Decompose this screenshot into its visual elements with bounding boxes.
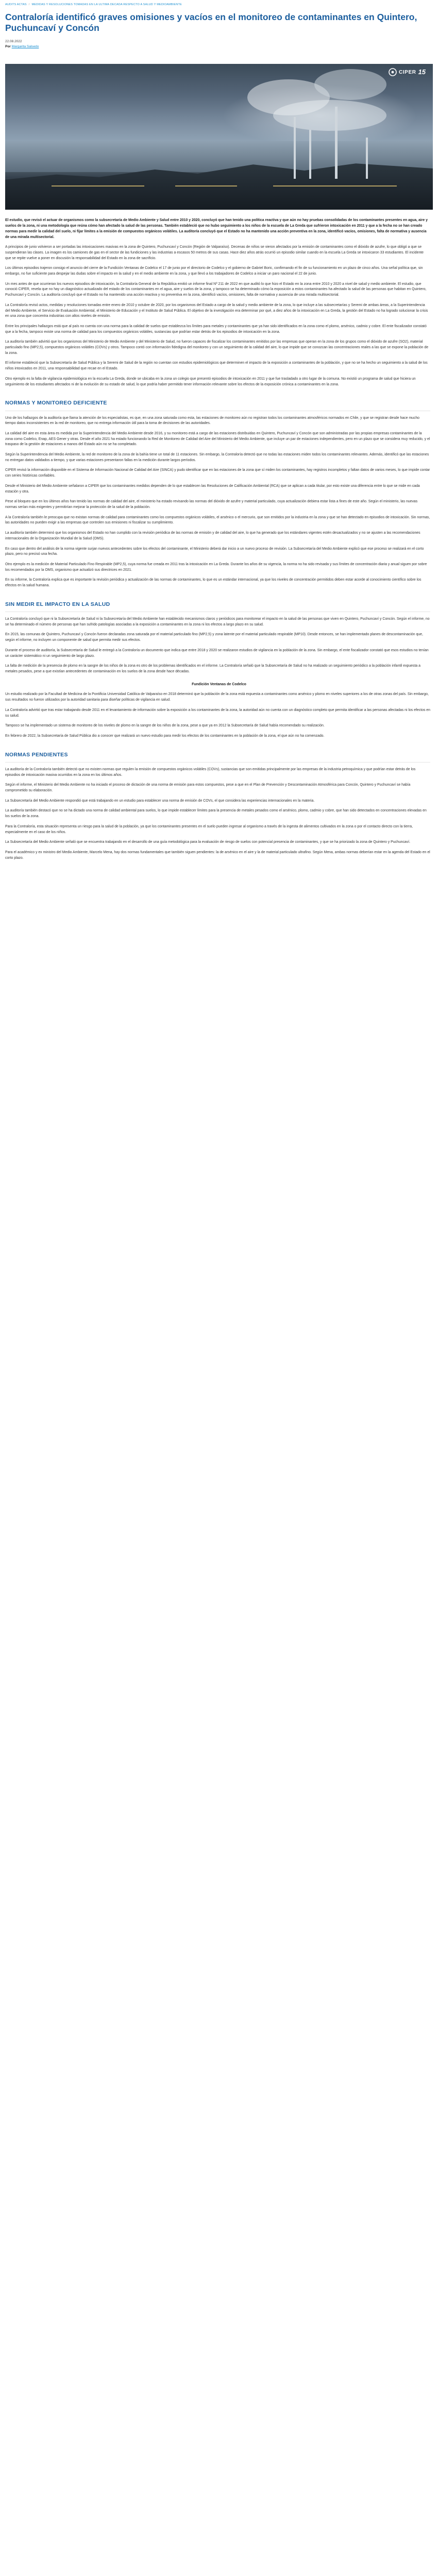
page-title: Contraloría identificó graves omisiones y vacíos en el monitoreo de contaminantes en Quintero, Puchuncaví y Concón (5, 12, 417, 33)
publish-date: 22.08.2022 (5, 40, 22, 44)
paragraph: La auditoría también destacó que no se ha dictado una norma de calidad ambiental para suelos, lo que impide establecer límites para la presencia de metales pesados como el arsénico, plomo, cadmio y cobre, que han sido detectados en concentraciones elevadas en los suelos de la zona. (5, 809, 427, 819)
paragraph: La Contraloría concluyó que ni la Subsecretaría de Salud ni la Subsecretaría del Medio Ambiente han establecido mecanismos claros y periódicos para monitorear el impacto en la salud de las personas que viven en Quintero, Puchuncaví y Concón. Según el informe, no se ha determinado el número de personas que han sufrido patologías asociadas a la exposición a contaminantes en la zona ni los efectos a largo plazo en su salud. (5, 617, 430, 626)
ciper-logo-icon (389, 68, 397, 76)
article-body (0, 218, 438, 861)
article-meta (5, 39, 433, 49)
article-lead: El estudio, que revisó el actuar de organismos como la subsecretaría de Medio Ambiente y Salud entre 2010 y 2020, concluyó que han tenido una política reactiva y que aún no hay pruebas consolidadas de los contaminantes presentes en agua, aire y suelos de la zona, ni una metodología que reúna cómo han afectado la salud de las personas. También estableció que no hubo seguimiento a los niños de la escuela de La Greda que sufrieron intoxicación en 2011 y que a la fecha no se han creado normas para medir la calidad del suelo, ni fijar límites a la emisión de compuestos orgánicos volátiles. La auditoría concluyó que el Estado no ha mantenido una acción preventiva en la zona, identificó vacíos, omisiones, falta de normativa y ausencia de una mirada multisectorial. (5, 218, 428, 239)
image-caption: Fundición Ventanas de Codelco (192, 682, 246, 686)
paragraph: Un mes antes de que ocurrieran los nuevos episodios de intoxicación, la Contraloría General de la República emitió un informe final Nº 211 de 2022 en que auditó lo que hizo el Estado en la zona entre 2010 y 2020 a nivel de salud y medio ambiente. El estudio, que conoció CIPER, revela que no hay un diagnóstico actualizado del estado de los contaminantes en el agua, aire y suelos de la zona, y tampoco se ha determinado cómo la exposición a estos contaminantes ha afectado la salud de las personas que habitan en Quintero, Puchuncaví y Concón. La auditoría concluyó que el Estado no ha mantenido una acción reactiva y no preventiva en la zona, identificó vacíos, omisiones, falta de normativa y ausencia de una mirada multisectorial. (5, 282, 427, 297)
breadcrumb-item[interactable]: AUDITS ACTAS (5, 3, 27, 6)
paragraph: Según el informe, el Ministerio del Medio Ambiente no ha iniciado el proceso de dictación de una norma de emisión para estos compuestos, pese a que en el Plan de Prevención y Descontaminación Atmosférica para Concón, Quintero y Puchuncaví se había comprometido su elaboración. (5, 783, 411, 793)
paragraph: La Subsecretaría del Medio Ambiente señaló que se encuentra trabajando en el desarrollo de una guía metodológica para la evaluación de riesgo de suelos con potencial presencia de contaminantes, y que se ha priorizado la zona de Quintero y Puchuncaví. (5, 840, 411, 844)
paragraph: Los últimos episodios trajeron consigo el anuncio del cierre de la Fundición Ventanas de Codelco el 17 de junio por el directorio de Codelco y el gobierno de Gabriel Boric, confirmando el fin de su funcionamiento en un plazo de cinco años. Una señal política que, sin embargo, no fue suficiente para despejar las dudas sobre el impacto en la salud y en el medio ambiente en la zona, y que llevó a los trabajadores de Codelco a iniciar un paro nacional el 22 de junio. (5, 266, 423, 276)
article-sections (5, 245, 433, 861)
paragraph: La Contraloría advirtió que tras estar trabajando desde 2011 en el levantamiento de información sobre la exposición a los contaminantes de la zona, la autoridad aún no cuenta con un diagnóstico completo que permita identificar a las personas afectadas ni los efectos en su salud. (5, 708, 430, 718)
paragraph: Durante el proceso de auditoría, la Subsecretaría de Salud le entregó a la Contraloría un documento que indica que entre 2018 y 2020 se realizaron estudios de vigilancia en la población de la zona. Sin embargo, el ente fiscalizador constató que esos estudios no tenían un carácter sistemático ni un seguimiento de largo plazo. (5, 648, 429, 658)
logo-number: 15 (418, 68, 426, 76)
paragraph: La auditoría también determinó que los organismos del Estado no han cumplido con la revisión periódica de las normas de emisión y de calidad del aire, lo que ha generado que los estándares vigentes estén desactualizados y no se ajusten a las recomendaciones internacionales de la Organización Mundial de la Salud (OMS). (5, 531, 420, 540)
author-link[interactable]: Margarita Salsedo (11, 45, 39, 49)
paragraph: Otro ejemplo es la medición de Material Particulado Fino Respirable (MP2,5), cuya norma fue creada en 2011 tras la intoxicación en La Greda. Durante los años de su vigencia, la norma no ha sido revisada y sus límites de concentración diaria y anual siguen por sobre los recomendados por la OMS, organismo que actualizó sus directrices en 2021. (5, 562, 427, 572)
paragraph: La auditoría también advirtió que los organismos del Ministerio de Medio Ambiente y del Ministerio de Salud, no fueron capaces de fiscalizar los contaminantes emitidos por las empresas que operan en la zona de los grupos como el dióxido de azufre (SO2), material particulado fino (MP2,5), compuestos orgánicos volátiles (COVs) y otros. Tampoco contó con información fidedigna del monitoreo y con un seguimiento de la calidad del aire, lo que impide que se conozcan las concentraciones reales a las que se expone la población de la zona. (5, 340, 429, 355)
breadcrumb-separator: / (28, 3, 30, 6)
hero-image (5, 64, 433, 210)
logo-text: CIPER (398, 69, 416, 75)
paragraph: La Subsecretaría del Medio Ambiente respondió que está trabajando en un estudio para establecer una norma de emisión de COVs, el que considera las experiencias internacionales en la materia. (5, 799, 315, 803)
paragraph: La auditoría de la Contraloría también detectó que no existen normas que regulen la emisión de compuestos orgánicos volátiles (COVs), sustancias que son emitidas principalmente por las empresas de la industria petroquímica y que podrían estar detrás de los episodios de intoxicación masiva ocurridos en la zona en los últimos años. (5, 767, 416, 777)
paragraph: Para la Contraloría, esta situación representa un riesgo para la salud de la población, ya que los contaminantes presentes en el suelo pueden ingresar al organismo a través de la ingesta de alimentos cultivados en la zona o por el contacto directo con la tierra, especialmente en el caso de los niños. (5, 824, 413, 834)
paragraph: Según la Superintendencia del Medio Ambiente, la red de monitoreo de la zona de la bahía tiene un total de 11 estaciones. Sin embargo, la Contraloría detectó que no todas las estaciones miden todos los contaminantes relevantes. Además, identificó que las estaciones no entregan datos validados a tiempo, y que varias estaciones presentaron fallas en la medición durante largos períodos. (5, 453, 429, 462)
byline (5, 44, 433, 49)
ciper-logo (389, 67, 426, 77)
paragraph: Para el académico y ex ministro del Medio Ambiente, Marcelo Mena, hay dos normas fundamentales que también siguen pendientes: la de arsénico en el aire y la de material particulado ultrafino. Según Mena, ambas normas deberían estar en la agenda del Estado en el corto plazo. (5, 850, 430, 860)
paragraph: A principios de junio volvieron a ser portadas las intoxicaciones masivas en la zona de Quintero, Puchuncaví y Concón (Región de Valparaíso). Decenas de niños se vieron afectados por la emisión de contaminantes como el dióxido de azufre, lo que obligó a que se suspendieran las clases. La imagen es los camiones de gas en el sector de las fundiciones y las industrias a escasos 50 metros de sus casas. Hace diez años atrás ocurrió un episodio similar cuando en la escuela La Greda se intoxicaron 33 estudiantes. El incidente que se repite vuelve a poner en discusión la responsabilidad del Estado en la zona de sacrificio. (5, 245, 424, 260)
paragraph: La Contraloría revisó actos, medidas y resoluciones tomadas entre enero de 2010 y octubre de 2020, por los organismos del Estado a cargo de la salud y medio ambiente de la zona, lo que incluye a las subsecretarías y Seremi de ambas áreas, a la Superintendencia del Medio Ambiente, el Servicio de Evaluación Ambiental, el Ministerio de Educación y el Instituto de Salud Pública. El objetivo de la investigación era determinar por qué, a diez años de la intoxicación en La Greda, la gestión del Estado no ha logrado solucionar la crisis en una zona que concentra industrias con altos niveles de emisión. (5, 303, 428, 318)
paragraph: Desde el Ministerio del Medio Ambiente señalaron a CIPER que los contaminantes medidos dependen de lo que establecen las Resoluciones de Calificación Ambiental (RCA) que se aplican a cada titular, por esto existe una diferencia entre lo que se mide en cada estación y otra. (5, 484, 420, 494)
paragraph: Pese al bloqueo que en los últimos años han tenido las normas de calidad del aire, el ministerio ha estado revisando las normas del dióxido de azufre y material particulado, cuya actualización debiera estar lista a fines de este año. Según el ministerio, las nuevas normas serían más exigentes y permitirían mejorar la protección de la salud de la población. (5, 500, 418, 509)
paragraph: La calidad del aire en esta área es medida por la Superintendencia del Medio Ambiente desde 2016, y su monitoreo está a cargo de las estaciones distribuidas en Quintero, Puchuncaví y Concón que son administradas por las propias empresas contaminantes de la zona como Codelco, Enap, AES Gener y otras. Desde el año 2021 ha estado funcionando la Red de Monitoreo de Calidad del Aire del Ministerio del Medio Ambiente, que incluye un par de estaciones independientes, pero en un plazo que se considera muy reducido, y el traspaso de la gestión de estaciones a manos del Estado aún no se ha completado. (5, 431, 430, 447)
paragraph: La falta de medición de la presencia de plomo en la sangre de los niños de la zona es otro de los problemas identificados en el informe. La Contraloría señaló que la Subsecretaría de Salud no ha realizado un seguimiento periódico a la población infantil expuesta a metales pesados, pese a que existían antecedentes de contaminación en los suelos de la zona desde hace décadas. (5, 664, 420, 673)
breadcrumb-item[interactable]: MEDIDAS Y RESOLUCIONES TOMADAS EN LA ULTIMA DECADA RESPECTO A SALUD Y MEDIOAMBIENTE (31, 3, 182, 6)
paragraph: Uno de los hallazgos de la auditoría que llama la atención de los especialistas, es que, en una zona saturada como esta, las estaciones de monitoreo aún no registran todos los contaminantes atmosféricos normados en Chile, y que se registran desde hace mucho tiempo datos inconsistentes en la red de monitoreo, que no entrega información útil para la toma de decisiones de las autoridades. (5, 416, 420, 426)
paragraph: Un estudio realizado por la Facultad de Medicina de la Pontificia Universidad Católica de Valparaíso en 2018 determinó que la población de la zona está expuesta a contaminantes como arsénico y plomo en niveles superiores a los de otras zonas del país. Sin embargo, sus resultados no fueron utilizados por la autoridad sanitaria para diseñar políticas de vigilancia en salud. (5, 692, 429, 702)
section-heading: NORMAS Y MONITOREO DEFICIENTE (5, 400, 107, 406)
paragraph: CIPER revisó la información disponible en el Sistema de Información Nacional de Calidad del Aire (SINCA) y pudo identificar que en las estaciones de la zona que sí miden los contaminantes, hay registros incompletos y faltan datos de varios meses, lo que impide contar con series históricas confiables. (5, 468, 430, 478)
section-heading: SIN MEDIR EL IMPACTO EN LA SALUD (5, 601, 110, 607)
paragraph: Entre los principales hallazgos está que al país no cuenta con una norma para la calidad de suelos que establezca los límites para metales y contaminantes que ya han sido identificados en la zona como el plomo, arsénico, cadmio y cobre. El ente fiscalizador constató que a la fecha, tampoco existe una norma de calidad para los compuestos orgánicos volátiles, sustancias que podrían estar detrás de los episodios de intoxicación en la zona. (5, 324, 427, 334)
paragraph: En caso que dentro del análisis de la norma vigente surjan nuevos antecedentes sobre los efectos del contaminante, el Ministerio deberá dar inicio a un nuevo proceso de revisión. La Subsecretaría del Medio Ambiente explicó que ese proceso se realizará en el corto plazo, pero no precisó una fecha. (5, 547, 424, 556)
breadcrumb (5, 3, 433, 9)
byline-prefix: Por (5, 45, 11, 49)
paragraph: En 2015, las comunas de Quintero, Puchuncaví y Concón fueron declaradas zona saturada por el material particulado fino (MP2,5) y zona latente por el material particulado respirable (MP10). Desde entonces, se han implementado planes de descontaminación que, según el informe, no incluyen un componente de salud que permita medir sus efectos. (5, 633, 423, 642)
paragraph: En febrero de 2022, la Subsecretaría de Salud Pública dio a conocer que realizará un nuevo estudio para medir los efectos de los contaminantes en la población de la zona, el que aún no ha comenzado. (5, 734, 325, 738)
paragraph: Tampoco se ha implementado un sistema de monitoreo de los niveles de plomo en la sangre de los niños de la zona, pese a que ya en 2012 la Subsecretaría de Salud había recomendado su realización. (5, 724, 325, 728)
paragraph: Otro ejemplo es la falta de vigilancia epidemiológica en la escuela La Greda, donde se ubicaba en la zona un colegio que presentó episodios de intoxicación en 2011 y que fue trasladado a otro lugar de la comuna. No existió un programa de salud que hiciera un seguimiento de los estudiantes afectados ni de la evolución de su estado de salud, lo que podría haber permitido tener información relevante sobre los efectos de la exposición crónica a contaminantes en la zona. (5, 377, 416, 386)
article-header (0, 0, 438, 49)
paragraph: El informe estableció que la Subsecretaría de Salud Pública y la Seremi de Salud de la región no cuentan con estudios epidemiológicos que determinen el impacto de la exposición a contaminantes de la población, y que no se ha hecho un seguimiento a la salud de los niños intoxicados en 2011, una responsabilidad que recae en el Estado. (5, 361, 428, 371)
paragraph: En su informe, la Contraloría explica que es importante la revisión periódica y actualización de las normas de contaminantes, lo que es un estándar internacional, ya que los niveles de concentración permitidos deben estar acorde al conocimiento científico sobre los efectos en la salud humana. (5, 578, 422, 588)
paragraph: A la Contraloría también le preocupa que no existan normas de calidad para contaminantes como los compuestos orgánicos volátiles, el arsénico o el mercurio, que son emitidos por la industria en la zona y que se han detectado en episodios de intoxicación. Sin normas, las autoridades no pueden exigir a las empresas que controlen sus emisiones ni fiscalizar su cumplimiento. (5, 515, 430, 525)
section-heading: NORMAS PENDIENTES (5, 751, 68, 758)
